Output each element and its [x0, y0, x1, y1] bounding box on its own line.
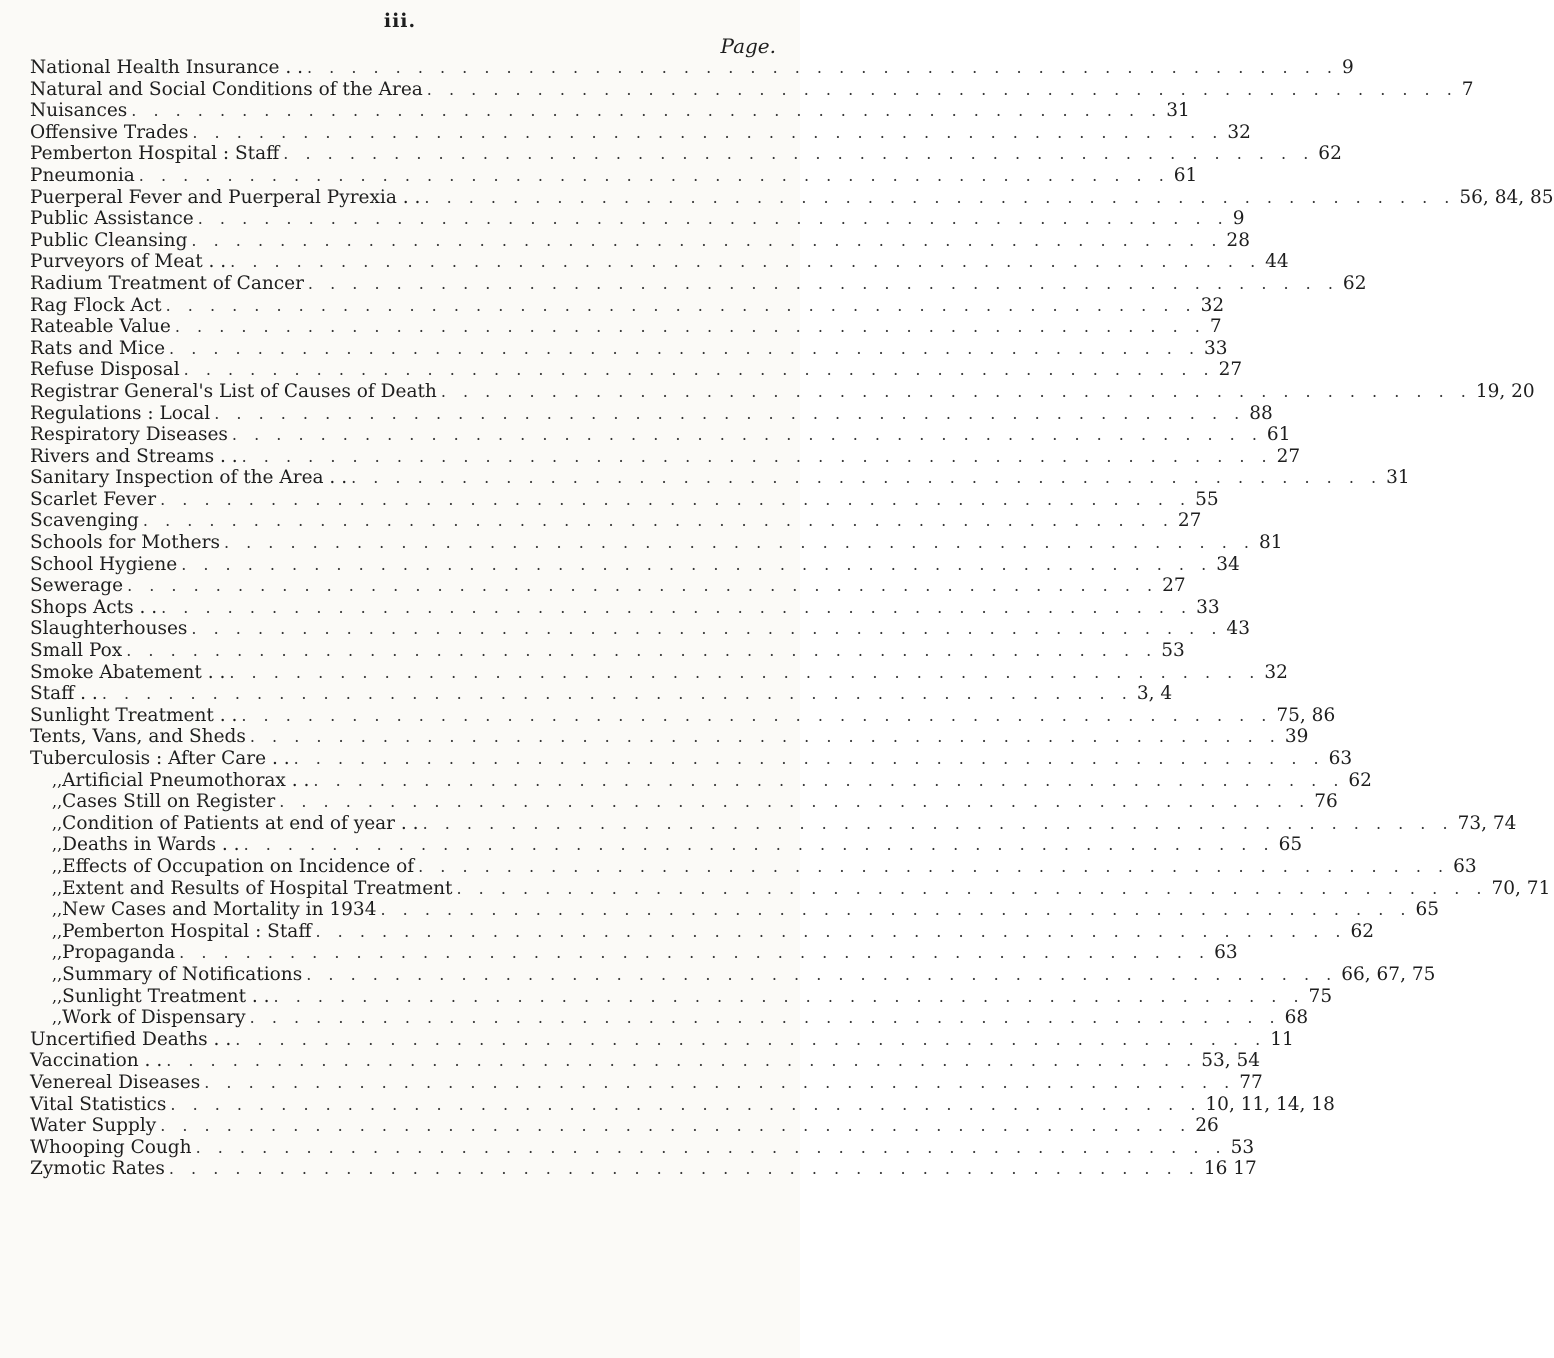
dot-leader: . . . . . . . . . . . . . . . . . . . . . . . . . . . . . . . . . . . . . . . . . . . . . . . — [170, 1094, 1202, 1114]
entry-label: Rag Flock Act — [30, 294, 162, 316]
entry-page-numbers: 61 — [1173, 164, 1198, 186]
index-entry — [30, 208, 1245, 230]
index-entry — [30, 618, 1250, 640]
entry-label: Public Assistance — [30, 208, 194, 230]
entry-page-numbers: 68 — [1284, 1007, 1309, 1029]
entry-label: Scarlet Fever — [30, 488, 157, 510]
entry-page-numbers: 75, 86 — [1276, 704, 1336, 726]
ditto-mark: ,, — [52, 1008, 63, 1028]
dot-leader: . . . . . . . . . . . . . . . . . . . . . . . . . . . . . . . . . . . . . . . . . . . . . . . — [424, 187, 1456, 207]
index-entry — [30, 251, 1289, 273]
ditto-mark: ,, — [52, 878, 63, 898]
index-entry — [30, 164, 1198, 187]
entry-label: Venereal Diseases — [30, 1071, 201, 1093]
entry-page-numbers: 10, 11, 14, 18 — [1205, 1093, 1335, 1115]
entry-label: Pneumonia — [30, 164, 135, 186]
page-folio: iii. — [383, 10, 417, 32]
index-entry — [30, 683, 1173, 705]
entry-label: New Cases and Mortality in 1934 — [62, 899, 377, 921]
index-entry — [30, 596, 1220, 619]
dot-leader: . . . . . . . . . . . . . . . . . . . . . . . . . . . . . . . . . . . . . . . . . . . . . . . — [418, 856, 1450, 876]
entry-label: Registrar General's List of Causes of Death — [30, 380, 437, 402]
entry-page-numbers: 62 — [1318, 143, 1342, 165]
index-subentry — [30, 791, 1338, 813]
dot-leader: . . . . . . . . . . . . . . . . . . . . . . . . . . . . . . . . . . . . . . . . . . . . . . . — [229, 662, 1261, 682]
dot-leader: . . . . . . . . . . . . . . . . . . . . . . . . . . . . . . . . . . . . . . . . . . . . . . . — [307, 273, 1339, 293]
dot-leader: . . . . . . . . . . . . . . . . . . . . . . . . . . . . . . . . . . . . . . . . . . . . . . . — [166, 1051, 1198, 1071]
entry-page-numbers: 27 — [1218, 359, 1243, 381]
entry-page-numbers: 62 — [1350, 920, 1375, 942]
entry-label: Deaths in Wards . . — [62, 834, 240, 856]
dot-leader: . . . . . . . . . . . . . . . . . . . . . . . . . . . . . . . . . . . . . . . . . . . . . . . — [160, 489, 1192, 509]
dot-leader: . . . . . . . . . . . . . . . . . . . . . . . . . . . . . . . . . . . . . . . . . . . . . . . — [313, 770, 1345, 790]
index-entry — [30, 1158, 1257, 1180]
index-entry — [30, 121, 1251, 144]
index-subentry — [30, 963, 1436, 986]
ditto-mark: ,, — [52, 964, 63, 984]
entry-page-numbers: 27 — [1177, 510, 1202, 532]
dot-leader: . . . . . . . . . . . . . . . . . . . . . . . . . . . . . . . . . . . . . . . . . . . . . . . — [315, 921, 1347, 941]
entry-page-numbers: 7 — [1209, 316, 1222, 338]
entry-label: Smoke Abatement . . — [30, 661, 226, 683]
dot-leader: . . . . . . . . . . . . . . . . . . . . . . . . . . . . . . . . . . . . . . . . . . . . . . . — [168, 1159, 1200, 1179]
entry-page-numbers: 63 — [1214, 942, 1238, 964]
entry-page-numbers: 9 — [1341, 57, 1354, 78]
entry-page-numbers: 19, 20 — [1475, 380, 1535, 402]
entry-page-numbers: 77 — [1239, 1071, 1263, 1093]
entry-page-numbers: 61 — [1266, 424, 1291, 446]
dot-leader: . . . . . . . . . . . . . . . . . . . . . . . . . . . . . . . . . . . . . . . . . . . . . . . — [243, 835, 1275, 855]
index-entry — [30, 1115, 1219, 1137]
dot-leader: . . . . . . . . . . . . . . . . . . . . . . . . . . . . . . . . . . . . . . . . . . . . . . . — [293, 749, 1325, 768]
entry-label: Slaughterhouses — [30, 618, 188, 640]
dot-leader: . . . . . . . . . . . . . . . . . . . . . . . . . . . . . . . . . . . . . . . . . . . . . . . — [426, 79, 1458, 99]
entry-label: Natural and Social Conditions of the Area — [30, 78, 423, 100]
index-subentry — [30, 812, 1517, 835]
dot-leader: . . . . . . . . . . . . . . . . . . . . . . . . . . . . . . . . . . . . . . . . . . . . . . . — [422, 813, 1454, 833]
index-entry — [30, 57, 1354, 79]
index-subentry — [30, 769, 1372, 792]
index-list — [30, 57, 1554, 1180]
entry-label: National Health Insurance . . — [30, 57, 303, 78]
index-entry — [30, 704, 1336, 727]
entry-page-numbers: 75 — [1308, 985, 1333, 1007]
entry-page-numbers: 65 — [1415, 899, 1440, 921]
entry-page-numbers: 44 — [1265, 251, 1289, 273]
entry-page-numbers: 28 — [1226, 229, 1250, 251]
entry-page-numbers: 32 — [1264, 661, 1288, 683]
dot-leader: . . . . . . . . . . . . . . . . . . . . . . . . . . . . . . . . . . . . . . . . . . . . . . . — [231, 425, 1263, 445]
entry-page-numbers: 53, 54 — [1201, 1050, 1261, 1072]
entry-page-numbers: 43 — [1226, 618, 1250, 640]
entry-page-numbers: 32 — [1227, 121, 1251, 143]
entry-label: Respiratory Diseases — [30, 424, 228, 446]
entry-page-numbers: 55 — [1195, 488, 1219, 510]
entry-page-numbers: 26 — [1195, 1115, 1219, 1137]
index-subentry — [30, 942, 1238, 964]
dot-leader: . . . . . . . . . . . . . . . . . . . . . . . . . . . . . . . . . . . . . . . . . . . . . . . — [195, 1137, 1227, 1157]
index-entry — [30, 1050, 1261, 1072]
dot-leader: . . . . . . . . . . . . . . . . . . . . . . . . . . . . . . . . . . . . . . . . . . . . . . . — [169, 338, 1201, 358]
index-entry — [30, 316, 1222, 338]
entry-page-numbers: 76 — [1314, 791, 1338, 813]
entry-page-numbers: 27 — [1162, 575, 1186, 597]
entry-page-numbers: 34 — [1216, 553, 1240, 575]
entry-page-numbers: 11 — [1270, 1028, 1294, 1050]
dot-leader: . . . . . . . . . . . . . . . . . . . . . . . . . . . . . . . . . . . . . . . . . . . . . . . — [273, 986, 1305, 1006]
entry-label: Public Cleansing — [30, 229, 188, 251]
index-subentry — [30, 855, 1477, 878]
dot-leader: . . . . . . . . . . . . . . . . . . . . . . . . . . . . . . . . . . . . . . . . . . . . . . . — [283, 144, 1315, 164]
ditto-mark: ,, — [52, 943, 63, 963]
index-entry — [30, 553, 1240, 576]
entry-label: Nuisances — [30, 100, 128, 122]
entry-page-numbers: 16 17 — [1203, 1158, 1257, 1180]
dot-leader: . . . . . . . . . . . . . . . . . . . . . . . . . . . . . . . . . . . . . . . . . . . . . . . — [142, 511, 1174, 531]
entry-label: Vaccination . . — [30, 1050, 163, 1072]
dot-leader: . . . . . . . . . . . . . . . . . . . . . . . . . . . . . . . . . . . . . . . . . . . . . . . — [214, 403, 1246, 423]
index-entry — [30, 510, 1202, 532]
entry-page-numbers: 62 — [1348, 769, 1372, 791]
entry-page-numbers: 33 — [1204, 337, 1228, 359]
dot-leader: . . . . . . . . . . . . . . . . . . . . . . . . . . . . . . . . . . . . . . . . . . . . . . . — [249, 727, 1281, 747]
ditto-mark: ,, — [52, 792, 63, 812]
dot-leader: . . . . . . . . . . . . . . . . . . . . . . . . . . . . . . . . . . . . . . . . . . . . . . . — [165, 295, 1197, 315]
index-entry — [30, 726, 1309, 748]
dot-leader: . . . . . . . . . . . . . . . . . . . . . . . . . . . . . . . . . . . . . . . . . . . . . . . — [249, 1008, 1281, 1028]
entry-label: Cases Still on Register — [62, 791, 276, 813]
dot-leader: . . . . . . . . . . . . . . . . . . . . . . . . . . . . . . . . . . . . . . . . . . . . . . . — [380, 900, 1412, 920]
index-entry — [30, 78, 1474, 101]
index-entry — [30, 294, 1225, 317]
dot-leader: . . . . . . . . . . . . . . . . . . . . . . . . . . . . . . . . . . . . . . . . . . . . . . . — [204, 1072, 1236, 1092]
entry-page-numbers: 88 — [1249, 402, 1273, 424]
dot-leader: . . . . . . . . . . . . . . . . . . . . . . . . . . . . . . . . . . . . . . . . . . . . . . . — [230, 252, 1262, 272]
entry-label: Purveyors of Meat . . — [30, 251, 227, 273]
dot-leader: . . . . . . . . . . . . . . . . . . . . . . . . . . . . . . . . . . . . . . . . . . . . . . . — [241, 705, 1273, 725]
index-entry — [30, 575, 1186, 597]
index-entry — [30, 402, 1273, 425]
dot-leader: . . . . . . . . . . . . . . . . . . . . . . . . . . . . . . . . . . . . . . . . . . . . . . . — [191, 619, 1223, 639]
entry-label: Refuse Disposal — [30, 359, 180, 381]
entry-label: Condition of Patients at end of year . . — [62, 812, 419, 834]
entry-page-numbers: 66, 67, 75 — [1341, 963, 1436, 985]
index-entry — [30, 1093, 1335, 1116]
entry-label: School Hygiene — [30, 553, 178, 575]
entry-label: Pemberton Hospital : Staff — [30, 143, 280, 165]
index-entry — [30, 380, 1535, 403]
entry-label: Summary of Notifications — [62, 963, 303, 985]
entry-label: Uncertified Deaths . . — [30, 1028, 232, 1050]
entry-page-numbers: 63 — [1453, 855, 1477, 877]
entry-label: Pemberton Hospital : Staff — [62, 920, 312, 942]
entry-label: Extent and Results of Hospital Treatment — [62, 877, 453, 899]
entry-label: Puerperal Fever and Puerperal Pyrexia . . — [30, 186, 421, 208]
dot-leader: . . . . . . . . . . . . . . . . . . . . . . . . . . . . . . . . . . . . . . . . . . . . . . . — [191, 230, 1223, 250]
dot-leader: . . . . . . . . . . . . . . . . . . . . . . . . . . . . . . . . . . . . . . . . . . . . . . . — [181, 554, 1213, 574]
entry-label: Zymotic Rates — [30, 1158, 165, 1180]
dot-leader: . . . . . . . . . . . . . . . . . . . . . . . . . . . . . . . . . . . . . . . . . . . . . . . — [131, 101, 1163, 121]
entry-page-numbers: 63 — [1328, 748, 1353, 769]
dot-leader: . . . . . . . . . . . . . . . . . . . . . . . . . . . . . . . . . . . . . . . . . . . . . . . — [306, 964, 1338, 984]
index-entry — [30, 1136, 1255, 1159]
ditto-mark: ,, — [52, 986, 63, 1006]
dot-leader: . . . . . . . . . . . . . . . . . . . . . . . . . . . . . . . . . . . . . . . . . . . . . . . — [241, 446, 1273, 466]
index-entry — [30, 488, 1219, 511]
index-subentry — [30, 834, 1303, 856]
index-entry — [30, 445, 1301, 468]
ditto-mark: ,, — [52, 900, 63, 920]
page-column-heading: Page. — [720, 34, 776, 58]
entry-label: Shops Acts . . — [30, 596, 158, 618]
entry-page-numbers: 27 — [1276, 445, 1301, 467]
index-entry — [30, 1028, 1294, 1051]
dot-leader: . . . . . . . . . . . . . . . . . . . . . . . . . . . . . . . . . . . . . . . . . . . . . . . — [192, 122, 1224, 142]
ditto-mark: ,, — [52, 921, 63, 941]
entry-page-numbers: 7 — [1461, 78, 1474, 100]
entry-label: Propaganda — [62, 942, 176, 964]
dot-leader: . . . . . . . . . . . . . . . . . . . . . . . . . . . . . . . . . . . . . . . . . . . . . . . — [306, 58, 1338, 77]
index-subentry — [30, 899, 1440, 921]
entry-page-numbers: 81 — [1258, 532, 1283, 554]
ditto-mark: ,, — [52, 835, 63, 855]
index-entry — [30, 359, 1243, 381]
entry-label: Water Supply — [30, 1115, 157, 1137]
entry-label: Sunlight Treatment . . — [30, 704, 238, 726]
entry-page-numbers: 53 — [1161, 640, 1185, 662]
dot-leader: . . . . . . . . . . . . . . . . . . . . . . . . . . . . . . . . . . . . . . . . . . . . . . . — [127, 576, 1159, 596]
entry-page-numbers: 31 — [1386, 467, 1410, 489]
index-entry — [30, 640, 1185, 662]
index-entry — [30, 143, 1342, 165]
index-entry — [30, 748, 1353, 770]
index-entry — [30, 186, 1554, 209]
entry-label: Rats and Mice — [30, 337, 166, 359]
entry-label: Regulations : Local — [30, 402, 211, 424]
dot-leader: . . . . . . . . . . . . . . . . . . . . . . . . . . . . . . . . . . . . . . . . . . . . . . . — [101, 684, 1133, 704]
entry-page-numbers: 65 — [1278, 834, 1303, 856]
entry-page-numbers: 39 — [1284, 726, 1309, 748]
index-entry — [30, 1071, 1263, 1094]
entry-label: Scavenging — [30, 510, 139, 532]
dot-leader: . . . . . . . . . . . . . . . . . . . . . . . . . . . . . . . . . . . . . . . . . . . . . . . — [179, 943, 1211, 963]
entry-label: Whooping Cough — [30, 1136, 192, 1158]
dot-leader: . . . . . . . . . . . . . . . . . . . . . . . . . . . . . . . . . . . . . . . . . . . . . . . — [138, 165, 1170, 185]
entry-label: Rateable Value — [30, 316, 171, 338]
dot-leader: . . . . . . . . . . . . . . . . . . . . . . . . . . . . . . . . . . . . . . . . . . . . . . . — [279, 792, 1311, 812]
entry-label: Work of Dispensary — [62, 1007, 246, 1029]
dot-leader: . . . . . . . . . . . . . . . . . . . . . . . . . . . . . . . . . . . . . . . . . . . . . . . — [174, 317, 1206, 337]
dot-leader: . . . . . . . . . . . . . . . . . . . . . . . . . . . . . . . . . . . . . . . . . . . . . . . — [161, 597, 1193, 617]
entry-label: Tuberculosis : After Care . . — [30, 748, 290, 769]
dot-leader: . . . . . . . . . . . . . . . . . . . . . . . . . . . . . . . . . . . . . . . . . . . . . . . — [351, 468, 1383, 488]
index-entry — [30, 661, 1288, 684]
entry-label: Staff . . — [30, 683, 98, 705]
ditto-mark: ,, — [52, 770, 63, 790]
entry-page-numbers: 3, 4 — [1136, 683, 1173, 705]
entry-label: Offensive Trades — [30, 121, 189, 143]
index-subentry — [30, 1007, 1309, 1029]
dot-leader: . . . . . . . . . . . . . . . . . . . . . . . . . . . . . . . . . . . . . . . . . . . . . . . — [183, 360, 1215, 380]
entry-label: Sunlight Treatment . . — [62, 985, 270, 1007]
entry-label: Rivers and Streams . . — [30, 445, 238, 467]
entry-label: Radium Treatment of Cancer — [30, 272, 304, 294]
index-subentry — [30, 985, 1333, 1008]
entry-label: Schools for Mothers — [30, 532, 220, 554]
entry-label: Sanitary Inspection of the Area . . — [30, 467, 348, 489]
dot-leader: . . . . . . . . . . . . . . . . . . . . . . . . . . . . . . . . . . . . . . . . . . . . . . . — [223, 533, 1255, 553]
index-subentry — [30, 920, 1375, 943]
index-entry — [30, 272, 1367, 295]
index-entry — [30, 337, 1228, 360]
dot-leader: . . . . . . . . . . . . . . . . . . . . . . . . . . . . . . . . . . . . . . . . . . . . . . . — [197, 209, 1229, 229]
dot-leader: . . . . . . . . . . . . . . . . . . . . . . . . . . . . . . . . . . . . . . . . . . . . . . . — [235, 1029, 1267, 1049]
dot-leader: . . . . . . . . . . . . . . . . . . . . . . . . . . . . . . . . . . . . . . . . . . . . . . . — [160, 1116, 1192, 1136]
index-entry — [30, 532, 1283, 554]
index-entry — [30, 100, 1190, 122]
entry-page-numbers: 9 — [1232, 208, 1245, 230]
entry-page-numbers: 73, 74 — [1457, 812, 1517, 834]
dot-leader: . . . . . . . . . . . . . . . . . . . . . . . . . . . . . . . . . . . . . . . . . . . . . . . — [126, 641, 1158, 661]
dot-leader: . . . . . . . . . . . . . . . . . . . . . . . . . . . . . . . . . . . . . . . . . . . . . . . — [456, 878, 1488, 898]
entry-label: Effects of Occupation on Incidence of — [62, 855, 415, 877]
dot-leader: . . . . . . . . . . . . . . . . . . . . . . . . . . . . . . . . . . . . . . . . . . . . . . . — [440, 381, 1472, 401]
index-subentry — [30, 877, 1551, 900]
ditto-mark: ,, — [52, 856, 63, 876]
entry-page-numbers: 32 — [1200, 294, 1225, 316]
entry-page-numbers: 70, 71 — [1491, 877, 1551, 899]
index-entry — [30, 229, 1250, 252]
entry-page-numbers: 31 — [1166, 100, 1190, 122]
entry-label: Vital Statistics — [30, 1093, 167, 1115]
entry-label: Artificial Pneumothorax . . — [62, 769, 310, 791]
index-entry — [30, 424, 1291, 446]
entry-page-numbers: 56, 84, 85 — [1459, 186, 1554, 208]
entry-label: Sewerage — [30, 575, 124, 597]
entry-page-numbers: 53 — [1230, 1136, 1255, 1158]
entry-label: Small Pox — [30, 640, 123, 662]
entry-page-numbers: 62 — [1342, 272, 1367, 294]
entry-page-numbers: 33 — [1196, 596, 1220, 618]
ditto-mark: ,, — [52, 813, 63, 833]
index-entry — [30, 467, 1410, 489]
entry-label: Tents, Vans, and Sheds — [30, 726, 246, 748]
